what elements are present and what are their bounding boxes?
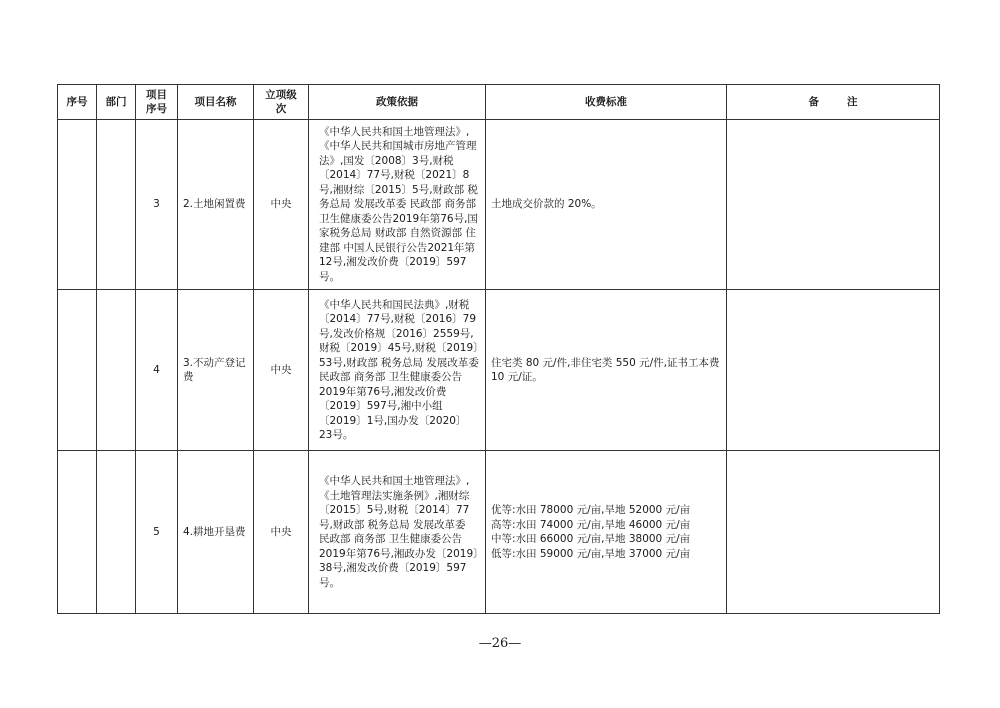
cell-item-name: 4.耕地开垦费 bbox=[178, 451, 254, 614]
header-basis: 政策依据 bbox=[309, 85, 486, 120]
cell-standard: 优等:水田 78000 元/亩,旱地 52000 元/亩 高等:水田 74000 元/亩,旱地 46000 元/亩 中等:水田 66000 元/亩,旱地 38000 元/亩 低等:水田 59000 元/亩,旱地 37000 元/亩 bbox=[486, 451, 727, 614]
cell-item-seq: 5 bbox=[136, 451, 178, 614]
cell-level: 中央 bbox=[254, 120, 309, 290]
page-number: —26— bbox=[478, 636, 522, 651]
header-item-seq bbox=[136, 85, 178, 120]
cell-basis: 《中华人民共和国土地管理法》,《中华人民共和国城市房地产管理法》,国发〔2008〕3号,财税〔2014〕77号,财税〔2021〕8号,湘财综〔2015〕5号,财政部 税务总局 发展改革委 民政部 商务部 卫生健康委公告2019年第76号,国家税务总局 财政部 自然资源部 住建部 中国人民银行公告2021年第12号,湘发改价费〔2019〕597号。 bbox=[309, 120, 486, 290]
cell-seq bbox=[58, 451, 97, 614]
table-row bbox=[58, 120, 940, 290]
cell-dept bbox=[97, 290, 136, 451]
header-standard: 收费标准 bbox=[486, 85, 727, 120]
cell-item-seq: 3 bbox=[136, 120, 178, 290]
cell-dept bbox=[97, 120, 136, 290]
cell-remark bbox=[727, 290, 940, 451]
cell-dept bbox=[97, 451, 136, 614]
cell-level: 中央 bbox=[254, 451, 309, 614]
header-level bbox=[254, 85, 309, 120]
cell-item-name: 2.土地闲置费 bbox=[178, 120, 254, 290]
fee-table bbox=[57, 84, 940, 614]
cell-seq bbox=[58, 120, 97, 290]
cell-remark bbox=[727, 451, 940, 614]
header-dept: 部门 bbox=[97, 85, 136, 120]
cell-basis: 《中华人民共和国土地管理法》,《土地管理法实施条例》,湘财综〔2015〕5号,财税〔2014〕77号,财政部 税务总局 发展改革委 民政部 商务部 卫生健康委公告2019年第76号,湘政办发〔2019〕38号,湘发改价费〔2019〕597号。 bbox=[309, 451, 486, 614]
header-remark bbox=[727, 85, 940, 120]
cell-standard: 住宅类 80 元/件,非住宅类 550 元/件,证书工本费 10 元/证。 bbox=[486, 290, 727, 451]
cell-level: 中央 bbox=[254, 290, 309, 451]
cell-seq bbox=[58, 290, 97, 451]
cell-item-name: 3.不动产登记费 bbox=[178, 290, 254, 451]
header-seq: 序号 bbox=[58, 85, 97, 120]
cell-basis: 《中华人民共和国民法典》,财税〔2014〕77号,财税〔2016〕79号,发改价格规〔2016〕2559号,财税〔2019〕45号,财税〔2019〕53号,财政部 税务总局 发展改革委 民政部 商务部 卫生健康委公告2019年第76号,湘发改价费〔2019〕597号,湘中小组〔2019〕1号,国办发〔2020〕23号。 bbox=[309, 290, 486, 451]
table-row bbox=[58, 451, 940, 614]
table-row bbox=[58, 290, 940, 451]
table-header-row bbox=[58, 85, 940, 120]
header-item-seq-label: 项目序号 bbox=[146, 88, 167, 115]
header-remark-label: 备注 bbox=[808, 95, 886, 108]
header-item-name: 项目名称 bbox=[178, 85, 254, 120]
cell-remark bbox=[727, 120, 940, 290]
header-level-label: 立项级次 bbox=[265, 88, 297, 115]
cell-item-seq: 4 bbox=[136, 290, 178, 451]
cell-standard: 土地成交价款的 20%。 bbox=[486, 120, 727, 290]
